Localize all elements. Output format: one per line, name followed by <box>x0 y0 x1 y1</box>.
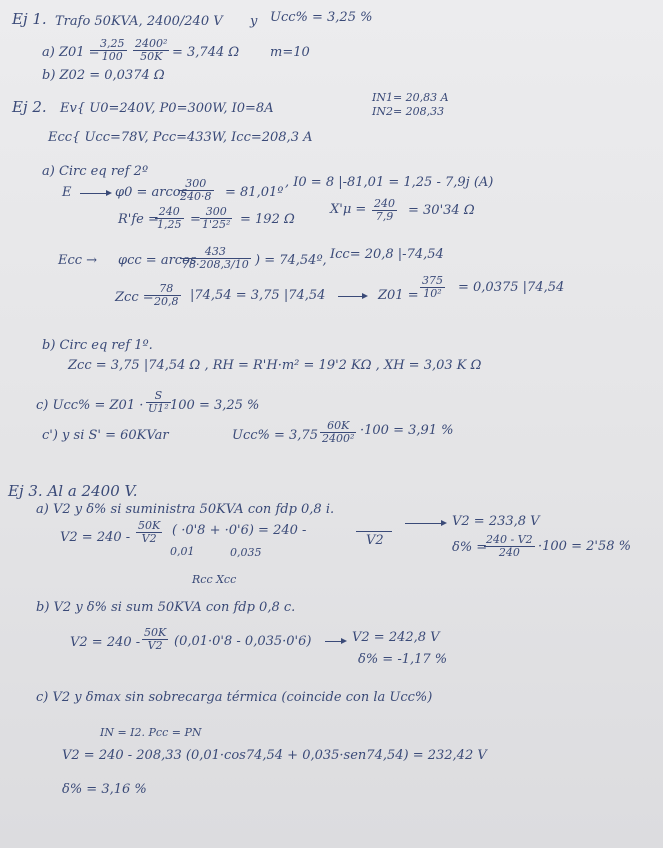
ej2-c-frac <box>146 390 171 415</box>
ej2-phicc-label: φcc = arcos <box>118 253 197 268</box>
ej2-rfe-eq: = <box>190 212 201 227</box>
ej2-z01-den: 10² <box>423 287 442 300</box>
ej3-a-d-frac <box>484 534 535 559</box>
ej1-title: Ej 1. <box>12 10 47 28</box>
ej2-ecc: Ecc{ Ucc=78V, Pcc=433W, Icc=208,3 A <box>48 130 313 145</box>
ej3-x-val: 0,035 <box>230 546 262 559</box>
ej3-c-eq: V2 = 240 - 208,33 (0,01·cos74,54 + 0,035·sen74,54) = 232,42 V <box>62 748 487 763</box>
ej2-arrow-1 <box>80 193 110 194</box>
ej2-cp-num: 60K <box>320 420 356 433</box>
ej1-trafo: Trafo 50KVA, 2400/240 V <box>55 14 223 29</box>
ej3-a-frac <box>136 520 162 545</box>
ej2-z01-frac <box>420 275 445 300</box>
ej2-c-num: S <box>146 390 171 403</box>
ej1-b-line: b) Z02 = 0,0374 Ω <box>42 68 165 83</box>
ej1-a-frac1 <box>98 38 127 63</box>
ej3-c-sub: IN = I2. Pcc = PN <box>100 726 202 739</box>
ej2-phi-num: 300 <box>178 178 214 191</box>
ej3-b-num: 50K <box>144 626 167 639</box>
ej2-phicc-result: ) = 74,54º, <box>255 253 327 268</box>
ej2-arrow-2 <box>338 296 366 297</box>
ej3-b-eq: (0,01·0'8 - 0,035·0'6) <box>174 634 312 649</box>
ej1-a-label: a) Z01 = <box>42 45 100 60</box>
ej2-b-title: b) Circ eq ref 1º. <box>42 338 153 353</box>
ej3-a-d-label: δ% = <box>452 540 488 555</box>
ej3-a-eq-pre: V2 = 240 - <box>60 530 131 545</box>
ej1-a-f1-num: 3,25 <box>100 37 125 50</box>
ej3-a-res1: V2 = 233,8 V <box>452 514 540 529</box>
ej2-icc-line: Icc= 20,8 |-74,54 <box>330 247 444 262</box>
ej2-phi-frac <box>178 178 214 203</box>
ej2-zcc-den: 20,8 <box>154 295 179 308</box>
ej3-b-eq-pre: V2 = 240 - <box>70 635 141 650</box>
ej3-arrow-2 <box>325 641 345 642</box>
ej2-xm-num: 240 <box>374 197 395 210</box>
ej2-z01-num: 375 <box>422 274 443 287</box>
ej1-a-frac2 <box>133 38 169 63</box>
ej2-c-label: c) Ucc% = Z01 · <box>36 398 144 413</box>
ej2-phicc-frac <box>180 246 251 271</box>
ej1-y: y <box>250 14 258 29</box>
ej2-title: Ej 2. <box>12 98 47 116</box>
ej1-ucc: Ucc% = 3,25 % <box>270 10 373 25</box>
ej2-ecc-label: Ecc → <box>58 253 98 268</box>
ej1-a-result: = 3,744 Ω <box>172 45 240 60</box>
ej2-cp-den: 2400² <box>322 432 355 445</box>
ej3-a-d-den: 240 <box>498 546 520 559</box>
ej1-a-f1-den: 100 <box>101 50 123 63</box>
ej3-b-res2: δ% = -1,17 % <box>358 652 448 667</box>
ej2-ev: Ev{ U0=240V, P0=300W, I0=8A <box>60 101 274 116</box>
ej2-phicc-num: 433 <box>180 246 251 259</box>
ej2-b-line: Zcc = 3,75 |74,54 Ω , RH = R'H·m² = 19'2 KΩ , XH = 3,03 K Ω <box>68 358 482 373</box>
ej3-a-den: V2 <box>141 532 157 545</box>
ej2-rfe-label: R'fe = <box>118 212 159 227</box>
ej3-c-title: c) V2 y δmax sin sobrecarga térmica (coincide con la Ucc%) <box>36 690 433 705</box>
ej2-xm-result: = 30'34 Ω <box>408 203 475 218</box>
ej3-a-title: a) V2 y δ% si suministra 50KVA con fdp 0,8 i. <box>36 502 335 517</box>
ej2-phi-den: 240·8 <box>180 190 212 203</box>
ej2-zcc-result: |74,54 = 3,75 |74,54 <box>190 288 326 303</box>
ej3-c-res: δ% = 3,16 % <box>62 782 147 797</box>
ej2-rfe-f2-num: 300 <box>200 206 232 219</box>
ej3-a-num: 50K <box>138 519 161 532</box>
ej3-a-eq-mid: ( ·0'8 + ·0'6) = 240 - <box>172 523 307 538</box>
ej2-cp-result: ·100 = 3,91 % <box>360 423 454 438</box>
ej2-zcc-num: 78 <box>152 283 181 296</box>
ej3-b-frac <box>142 627 168 652</box>
ej3-b-den: V2 <box>147 639 163 652</box>
ej2-c-result: 100 = 3,25 % <box>170 398 260 413</box>
ej3-rx-label: Rcc Xcc <box>192 573 237 586</box>
ej3-b-title: b) V2 y δ% si sum 50KVA con fdp 0,8 c. <box>36 600 296 615</box>
ej2-zcc-frac <box>152 283 181 308</box>
ej2-rfe-f1-den: 1,25 <box>157 218 182 231</box>
ej2-c-den: U1² <box>148 402 169 415</box>
ej3-title: Ej 3. Al a 2400 V. <box>8 482 138 500</box>
ej1-a-f2-den: 50K <box>140 50 163 63</box>
ej1-m: m=10 <box>270 45 310 60</box>
ej2-rfe-f2-den: 1'25² <box>202 218 231 231</box>
ej3-a-den2: V2 <box>366 533 384 548</box>
ej2-xm-label: X'μ = <box>330 202 367 217</box>
ej2-z01-result: = 0,0375 |74,54 <box>458 280 565 295</box>
ej2-phi-label: φ0 = arcos <box>115 185 188 200</box>
ej2-zcc-label: Zcc = <box>115 290 154 305</box>
ej2-rfe-f1-num: 240 <box>155 206 184 219</box>
ej2-rfe-frac1 <box>155 206 184 231</box>
ej2-xm-frac <box>372 198 397 223</box>
ej3-b-res1: V2 = 242,8 V <box>352 630 440 645</box>
ej2-xm-den: 7,9 <box>375 210 394 223</box>
ej3-arrow-1 <box>405 523 445 524</box>
ej2-in1: IN1= 20,83 A <box>372 91 449 104</box>
ej2-cp-frac <box>320 420 356 445</box>
ej2-a-title: a) Circ eq ref 2º <box>42 164 149 179</box>
ej3-a-frac-line <box>356 531 392 532</box>
ej2-cp-ucc: Ucc% = 3,75 <box>232 428 318 443</box>
ej2-e-label: E <box>62 185 72 200</box>
ej3-r-val: 0,01 <box>170 545 195 558</box>
ej2-in2: IN2= 208,33 <box>372 105 445 118</box>
ej2-i0-line: , I0 = 8 |-81,01 = 1,25 - 7,9j (A) <box>285 175 494 190</box>
ej1-a-f2-num: 2400² <box>135 37 168 50</box>
ej3-a-d-num: 240 - V2 <box>486 533 533 546</box>
ej2-cp-label: c') y si S' = 60KVar <box>42 428 169 443</box>
ej2-rfe-result: = 192 Ω <box>240 212 295 227</box>
ej3-a-d-res: ·100 = 2'58 % <box>538 539 631 554</box>
ej2-z01-label: Z01 = <box>378 288 419 303</box>
ej2-phicc-den: 78·208,3/10 <box>182 258 249 271</box>
ej2-phi-result: = 81,01º <box>225 185 284 200</box>
ej2-rfe-frac2 <box>200 206 232 231</box>
